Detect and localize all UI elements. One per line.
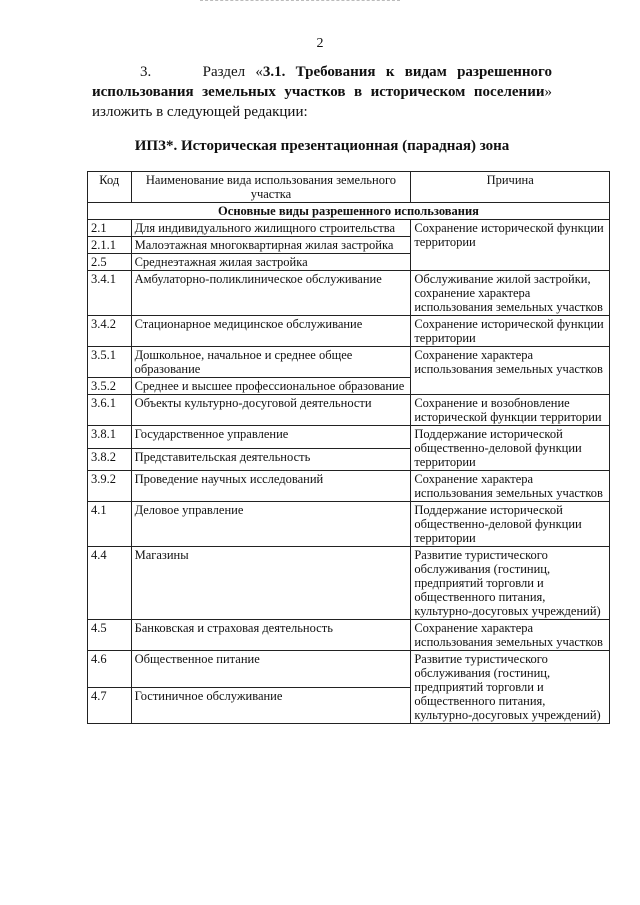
name-cell: Объекты культурно-досуговой деятельности <box>131 395 411 426</box>
code-cell: 4.4 <box>88 547 132 620</box>
header-reason: Причина <box>411 172 610 203</box>
paragraph-text-before: Раздел « <box>202 64 263 80</box>
table-row <box>88 502 610 547</box>
amendment-paragraph <box>92 62 552 122</box>
code-cell: 4.7 <box>88 687 132 724</box>
name-cell: Деловое управление <box>131 502 411 547</box>
page-number: 2 <box>316 36 324 51</box>
name-cell: Амбулаторно-поликлиническое обслуживание <box>131 271 411 316</box>
reason-cell: Сохранение и возобновление исторической функции территории <box>411 395 610 426</box>
name-cell: Стационарное медицинское обслуживание <box>131 316 411 347</box>
reason-cell: Поддержание исторической общественно-деловой функции территории <box>411 426 610 471</box>
table-row <box>88 471 610 502</box>
code-cell: 3.5.1 <box>88 347 132 378</box>
name-cell: Государственное управление <box>131 426 411 449</box>
paragraph-text-after: » изложить в следующей редакции: <box>92 84 552 120</box>
land-use-table <box>87 171 610 724</box>
table-row <box>88 220 610 237</box>
section-title-bold: 3.1. Требования к видам разрешенного использования земельных участков в историческом поселении <box>92 64 552 100</box>
reason-cell: Сохранение характера использования земельных участков <box>411 347 610 395</box>
code-cell: 3.9.2 <box>88 471 132 502</box>
code-cell: 4.6 <box>88 651 132 688</box>
name-cell: Малоэтажная многоквартирная жилая застройка <box>131 237 411 254</box>
code-cell: 3.8.2 <box>88 448 132 471</box>
code-cell: 4.5 <box>88 620 132 651</box>
name-cell: Общественное питание <box>131 651 411 688</box>
name-cell: Среднеэтажная жилая застройка <box>131 254 411 271</box>
reason-cell: Поддержание исторической общественно-деловой функции территории <box>411 502 610 547</box>
reason-cell: Сохранение характера использования земельных участков <box>411 471 610 502</box>
table-row <box>88 547 610 620</box>
name-cell: Банковская и страховая деятельность <box>131 620 411 651</box>
name-cell: Дошкольное, начальное и среднее общее образование <box>131 347 411 378</box>
reason-cell: Сохранение исторической функции территории <box>411 316 610 347</box>
code-cell: 2.1.1 <box>88 237 132 254</box>
code-cell: 3.4.2 <box>88 316 132 347</box>
header-code: Код <box>88 172 132 203</box>
reason-cell: Развитие туристического обслуживания (гостиниц, предприятий торговли и общественного питания, культурно-досуговых учреждений) <box>411 651 610 724</box>
code-cell: 2.1 <box>88 220 132 237</box>
table-row <box>88 620 610 651</box>
table-row <box>88 651 610 688</box>
section-row <box>88 203 610 220</box>
reason-cell: Сохранение характера использования земельных участков <box>411 620 610 651</box>
table-row <box>88 347 610 378</box>
name-cell: Магазины <box>131 547 411 620</box>
name-cell: Проведение научных исследований <box>131 471 411 502</box>
code-cell: 3.8.1 <box>88 426 132 449</box>
table-row <box>88 271 610 316</box>
code-cell: 3.6.1 <box>88 395 132 426</box>
top-edge-line <box>200 0 400 1</box>
paragraph-number: 3. <box>140 64 152 80</box>
name-cell: Для индивидуального жилищного строительства <box>131 220 411 237</box>
reason-cell: Обслуживание жилой застройки, сохранение характера использования земельных участков <box>411 271 610 316</box>
table-row <box>88 426 610 449</box>
code-cell: 3.4.1 <box>88 271 132 316</box>
section-heading: Основные виды разрешенного использования <box>88 203 610 220</box>
table-header-row <box>88 172 610 203</box>
code-cell: 3.5.2 <box>88 378 132 395</box>
header-name: Наименование вида использования земельного участка <box>131 172 411 203</box>
code-cell: 2.5 <box>88 254 132 271</box>
reason-cell: Развитие туристического обслуживания (гостиниц, предприятий торговли и общественного питания, культурно-досуговых учреждений) <box>411 547 610 620</box>
code-cell: 4.1 <box>88 502 132 547</box>
name-cell: Гостиничное обслуживание <box>131 687 411 724</box>
table-row <box>88 316 610 347</box>
name-cell: Представительская деятельность <box>131 448 411 471</box>
name-cell: Среднее и высшее профессиональное образование <box>131 378 411 395</box>
zone-title: ИПЗ*. Историческая презентационная (парадная) зона <box>134 138 510 154</box>
reason-cell: Сохранение исторической функции территории <box>411 220 610 271</box>
table-row <box>88 395 610 426</box>
